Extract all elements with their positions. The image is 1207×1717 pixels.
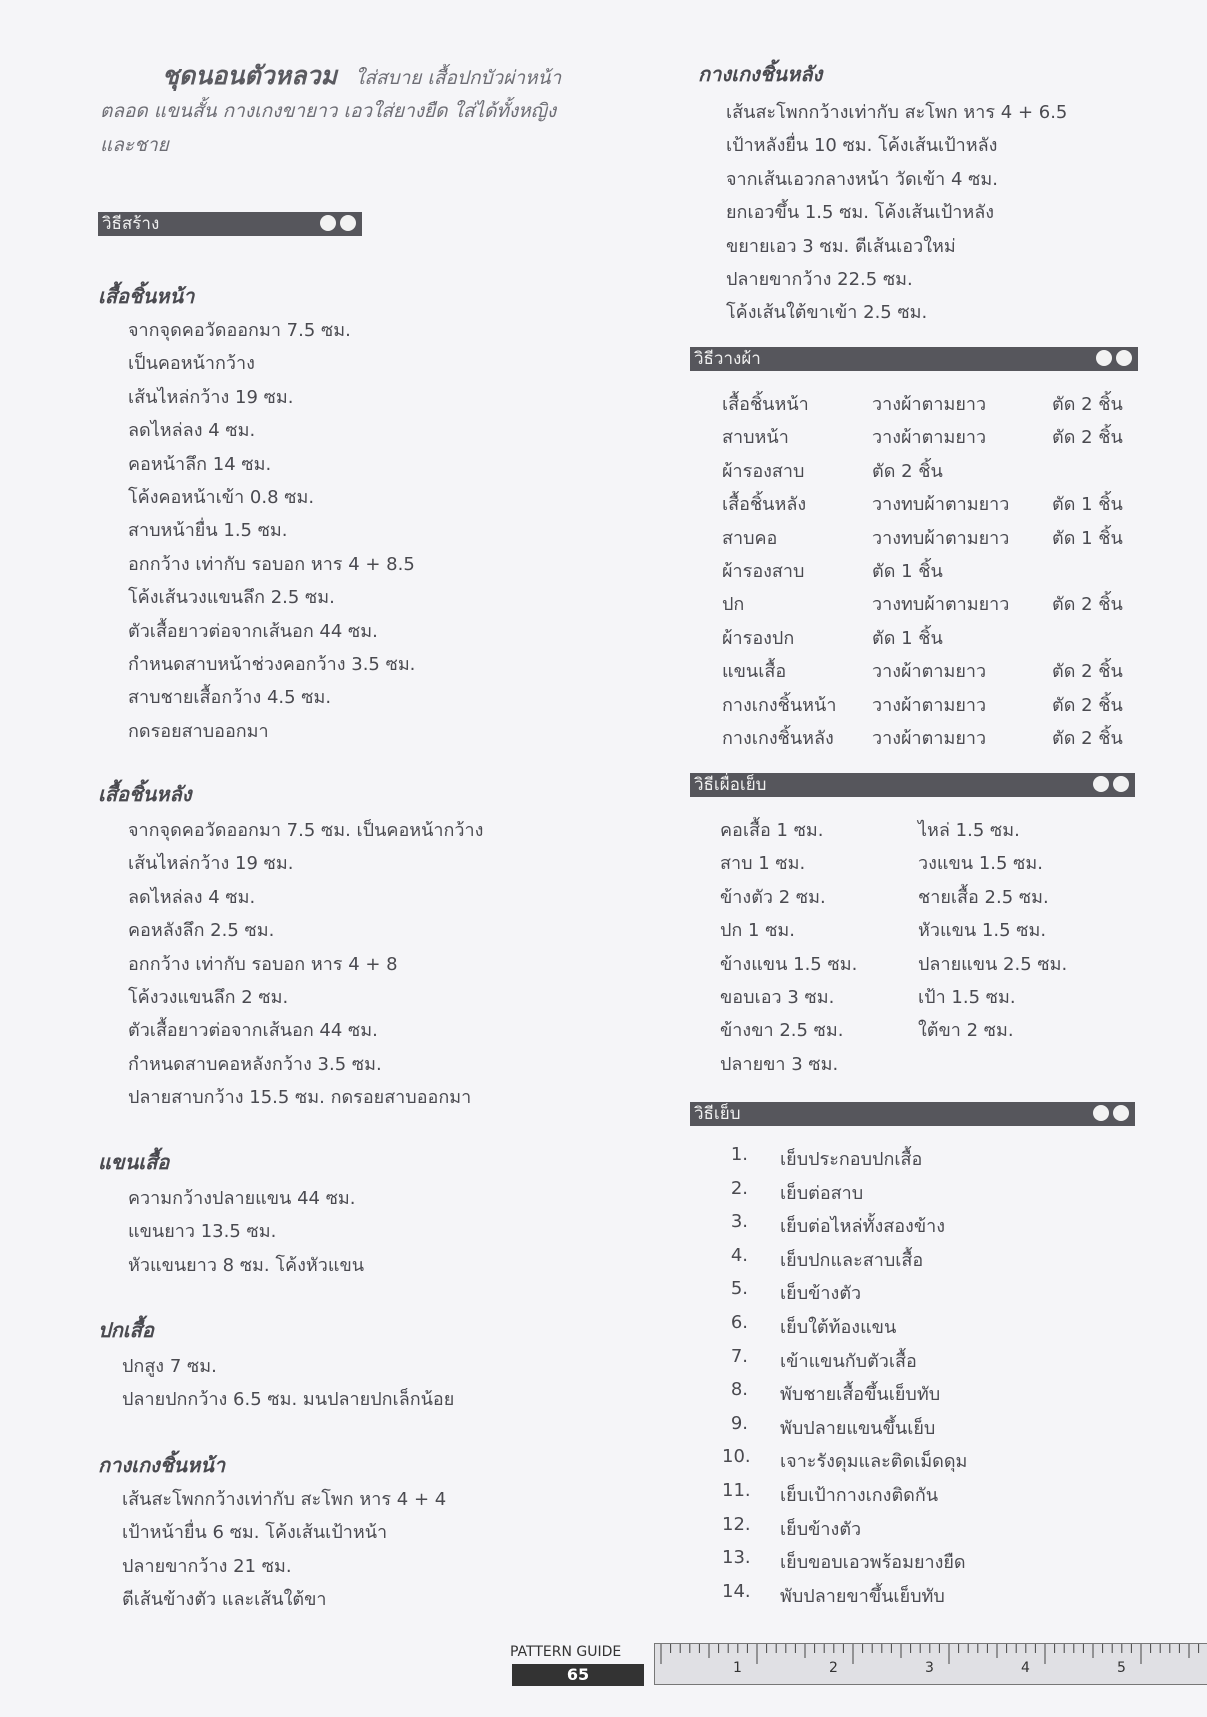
instruction-line: เส้นไหล่กว้าง 19 ซม. bbox=[128, 853, 294, 875]
instruction-line: กำหนดสาบหน้าช่วงคอกว้าง 3.5 ซม. bbox=[128, 654, 416, 675]
layout-row bbox=[722, 656, 1132, 682]
layout-row bbox=[722, 456, 1132, 482]
back-pants-heading: กางเกงชิ้นหลัง bbox=[698, 62, 823, 86]
layout-row bbox=[722, 523, 1132, 549]
step-number: 13. bbox=[722, 1547, 751, 1569]
allowance-row bbox=[720, 882, 1130, 908]
layout-bar-label: วิธีวางผ้า bbox=[694, 349, 761, 369]
piece-name: ผ้ารองสาบ bbox=[722, 561, 805, 582]
instruction-line: เส้นสะโพกกว้างเท่ากับ สะโพก หาร 4 + 6.5 bbox=[726, 102, 1068, 123]
section-marker-icon bbox=[1092, 350, 1132, 374]
cut-count: ตัด 2 ชิ้น bbox=[1052, 427, 1123, 449]
allowance-right: วงแขน 1.5 ซม. bbox=[918, 853, 1043, 875]
allowance-right: ใต้ขา 2 ซม. bbox=[918, 1020, 1014, 1042]
sleeve-heading: แขนเสื้อ bbox=[98, 1150, 170, 1174]
page-number: 65 bbox=[512, 1664, 644, 1686]
instruction-line: โค้งคอหน้าเข้า 0.8 ซม. bbox=[128, 487, 315, 508]
layout-row bbox=[722, 623, 1132, 649]
step-text: เย็บต่อสาบ bbox=[780, 1182, 864, 1204]
layout-row bbox=[722, 389, 1132, 415]
allowance-row bbox=[720, 982, 1130, 1008]
step-text: พับปลายขาขึ้นเย็บทับ bbox=[780, 1585, 945, 1607]
ruler-number: 4 bbox=[1021, 1660, 1030, 1676]
piece-name: เสื้อชิ้นหลัง bbox=[722, 494, 807, 516]
cut-count: ตัด 1 ชิ้น bbox=[1052, 494, 1123, 516]
step-text: เจาะรังดุมและติดเม็ดดุม bbox=[780, 1451, 968, 1473]
cut-count: ตัด 2 ชิ้น bbox=[1052, 594, 1123, 616]
instruction-line: จากจุดคอวัดออกมา 7.5 ซม. เป็นคอหน้ากว้าง bbox=[128, 820, 484, 841]
instruction-line: ตีเส้นข้างตัว และเส้นใต้ขา bbox=[122, 1589, 327, 1611]
piece-name: แขนเสื้อ bbox=[722, 661, 787, 683]
instruction-line: โค้งเส้นวงแขนลึก 2.5 ซม. bbox=[128, 587, 335, 609]
allowance-row bbox=[720, 949, 1130, 975]
instruction-line: หัวแขนยาว 8 ซม. โค้งหัวแขน bbox=[128, 1254, 365, 1276]
step-number: 1. bbox=[730, 1144, 748, 1165]
instruction-line: อกกว้าง เท่ากับ รอบอก หาร 4 + 8.5 bbox=[128, 553, 415, 575]
instruction-line: คอหลังลึก 2.5 ซม. bbox=[128, 920, 275, 942]
sewing-step bbox=[722, 1581, 1122, 1607]
page-title: ชุดนอนตัวหลวม bbox=[162, 61, 337, 90]
step-number: 8. bbox=[730, 1379, 748, 1401]
instruction-line: แขนยาว 13.5 ซม. bbox=[128, 1221, 277, 1243]
piece-name: เสื้อชิ้นหน้า bbox=[722, 394, 809, 415]
cut-count: ตัด 1 ชิ้น bbox=[1052, 527, 1123, 549]
instruction-line: ตัวเสื้อยาวต่อจากเส้นอก 44 ซม. bbox=[128, 620, 378, 642]
sewing-step bbox=[722, 1413, 1122, 1439]
instruction-line: อกกว้าง เท่ากับ รอบอก หาร 4 + 8 bbox=[128, 953, 398, 975]
allowance-left: คอเสื้อ 1 ซม. bbox=[720, 820, 824, 841]
allowance-left: ข้างขา 2.5 ซม. bbox=[720, 1020, 844, 1042]
instruction-line: จากจุดคอวัดออกมา 7.5 ซม. bbox=[128, 320, 351, 341]
step-text: พับปลายแขนขึ้นเย็บ bbox=[780, 1417, 936, 1439]
step-text: เย็บต่อไหล่ทั้งสองข้าง bbox=[780, 1216, 946, 1238]
step-number: 7. bbox=[730, 1345, 748, 1367]
sewing-step bbox=[722, 1144, 1122, 1170]
piece-name: กางเกงชิ้นหน้า bbox=[722, 694, 837, 716]
sewing-step bbox=[722, 1245, 1122, 1271]
step-number: 14. bbox=[722, 1580, 751, 1602]
layout-method: วางผ้าตามยาว bbox=[872, 661, 987, 683]
step-text: เย็บขอบเอวพร้อมยางยืด bbox=[780, 1552, 966, 1574]
step-text: เย็บข้างตัว bbox=[780, 1518, 862, 1540]
allowance-row bbox=[720, 1015, 1130, 1041]
instruction-line: เส้นสะโพกกว้างเท่ากับ สะโพก หาร 4 + 4 bbox=[122, 1489, 447, 1510]
construction-bar-label: วิธีสร้าง bbox=[102, 214, 160, 234]
sewing-step bbox=[722, 1278, 1122, 1304]
step-number: 11. bbox=[722, 1480, 751, 1501]
sewing-step bbox=[722, 1211, 1122, 1237]
sewing-step bbox=[722, 1346, 1122, 1372]
instruction-line: เส้นไหล่กว้าง 19 ซม. bbox=[128, 386, 294, 408]
allowance-left: ปก 1 ซม. bbox=[720, 920, 796, 942]
step-text: เข้าแขนกับตัวเสื้อ bbox=[780, 1350, 917, 1372]
step-number: 10. bbox=[722, 1446, 751, 1468]
instruction-line: เป้าหลังยื่น 10 ซม. โค้งเส้นเป้าหลัง bbox=[726, 135, 998, 157]
allowance-right: เป้า 1.5 ซม. bbox=[918, 987, 1016, 1008]
allowance-left: ข้างตัว 2 ซม. bbox=[720, 886, 826, 908]
instruction-line: ลดไหล่ลง 4 ซม. bbox=[128, 886, 256, 908]
step-number: 4. bbox=[730, 1244, 748, 1266]
instruction-line: โค้งวงแขนลึก 2 ซม. bbox=[128, 987, 289, 1008]
instruction-line: ยกเอวขึ้น 1.5 ซม. โค้งเส้นเป้าหลัง bbox=[726, 202, 995, 224]
layout-row bbox=[722, 556, 1132, 582]
layout-row bbox=[722, 422, 1132, 448]
allowance-row bbox=[720, 848, 1130, 874]
section-marker-icon bbox=[1089, 776, 1129, 800]
instruction-line: เป็นคอหน้ากว้าง bbox=[128, 353, 255, 375]
allowance-bar-label: วิธีเผื่อเย็บ bbox=[694, 775, 767, 795]
cut-count: ตัด 2 ชิ้น bbox=[1052, 394, 1123, 415]
step-text: เย็บเป้ากางเกงติดกัน bbox=[780, 1485, 939, 1506]
step-number: 2. bbox=[730, 1177, 748, 1199]
cut-count: ตัด 2 ชิ้น bbox=[1052, 728, 1123, 749]
step-number: 6. bbox=[730, 1312, 748, 1333]
layout-row bbox=[722, 723, 1132, 749]
layout-method: วางผ้าตามยาว bbox=[872, 728, 987, 749]
instruction-line: ปลายสาบกว้าง 15.5 ซม. กดรอยสาบออกมา bbox=[128, 1087, 472, 1109]
ruler-number: 3 bbox=[925, 1660, 934, 1676]
ruler-number: 1 bbox=[733, 1660, 742, 1676]
step-text: เย็บประกอบปกเสื้อ bbox=[780, 1149, 923, 1170]
layout-method: วางผ้าตามยาว bbox=[872, 427, 987, 449]
layout-row bbox=[722, 690, 1132, 716]
instruction-line: คอหน้าลึก 14 ซม. bbox=[128, 453, 272, 475]
instruction-line: เป้าหน้ายื่น 6 ซม. โค้งเส้นเป้าหน้า bbox=[122, 1522, 388, 1544]
piece-name: สาบหน้า bbox=[722, 427, 789, 449]
allowance-left: ขอบเอว 3 ซม. bbox=[720, 987, 835, 1008]
intro-line-1 bbox=[162, 56, 561, 96]
piece-name: กางเกงชิ้นหลัง bbox=[722, 728, 834, 749]
step-text: เย็บใต้ท้องแขน bbox=[780, 1317, 897, 1338]
piece-name: ผ้ารองสาบ bbox=[722, 460, 805, 482]
step-number: 5. bbox=[730, 1278, 748, 1300]
intro-line-3: และชาย bbox=[100, 134, 169, 156]
ruler-number: 5 bbox=[1117, 1660, 1126, 1676]
layout-method: วางทบผ้าตามยาว bbox=[872, 527, 1010, 549]
layout-method: ตัด 1 ชิ้น bbox=[872, 627, 943, 649]
allowance-right: ชายเสื้อ 2.5 ซม. bbox=[918, 886, 1049, 908]
piece-name: ผ้ารองปก bbox=[722, 627, 795, 649]
piece-name: ปก bbox=[722, 594, 745, 616]
collar-heading: ปกเสื้อ bbox=[98, 1318, 154, 1342]
instruction-line: ปกสูง 7 ซม. bbox=[122, 1356, 217, 1377]
step-text: เย็บปกและสาบเสื้อ bbox=[780, 1249, 924, 1271]
layout-method: ตัด 1 ชิ้น bbox=[872, 561, 943, 582]
allowance-row bbox=[720, 915, 1130, 941]
allowance-row bbox=[720, 1049, 1130, 1075]
step-number: 9. bbox=[730, 1412, 748, 1434]
instruction-line: กดรอยสาบออกมา bbox=[128, 720, 269, 742]
allowance-right: หัวแขน 1.5 ซม. bbox=[918, 920, 1047, 942]
layout-method: วางผ้าตามยาว bbox=[872, 694, 987, 716]
instruction-line: ความกว้างปลายแขน 44 ซม. bbox=[128, 1188, 356, 1209]
sewing-section-bar bbox=[690, 1102, 1135, 1126]
sewing-step bbox=[722, 1446, 1122, 1472]
ruler-graphic bbox=[654, 1643, 1207, 1685]
intro-subtitle: ใส่สบาย เสื้อปกบัวผ่าหน้า bbox=[355, 67, 562, 89]
allowance-right: ปลายแขน 2.5 ซม. bbox=[918, 953, 1068, 975]
sewing-step bbox=[722, 1379, 1122, 1405]
section-marker-icon bbox=[1089, 1105, 1129, 1129]
step-text: เย็บข้างตัว bbox=[780, 1283, 862, 1305]
sewing-step bbox=[722, 1547, 1122, 1573]
layout-method: วางทบผ้าตามยาว bbox=[872, 494, 1010, 516]
layout-method: ตัด 2 ชิ้น bbox=[872, 460, 943, 482]
layout-row bbox=[722, 489, 1132, 515]
step-number: 12. bbox=[722, 1513, 751, 1535]
layout-section-bar bbox=[690, 347, 1138, 371]
instruction-line: จากเส้นเอวกลางหน้า วัดเข้า 4 ซม. bbox=[726, 168, 998, 190]
sewing-step bbox=[722, 1312, 1122, 1338]
sewing-step bbox=[722, 1178, 1122, 1204]
back-bodice-heading: เสื้อชิ้นหลัง bbox=[98, 782, 192, 806]
allowance-section-bar bbox=[690, 773, 1135, 797]
instruction-line: ขยายเอว 3 ซม. ตีเส้นเอวใหม่ bbox=[726, 235, 956, 257]
step-number: 3. bbox=[730, 1211, 748, 1233]
cut-count: ตัด 2 ชิ้น bbox=[1052, 694, 1123, 716]
layout-method: วางผ้าตามยาว bbox=[872, 394, 987, 415]
layout-method: วางทบผ้าตามยาว bbox=[872, 594, 1010, 616]
allowance-right: ไหล่ 1.5 ซม. bbox=[918, 820, 1020, 841]
cut-count: ตัด 2 ชิ้น bbox=[1052, 661, 1123, 683]
instruction-line: ปลายปกกว้าง 6.5 ซม. มนปลายปกเล็กน้อย bbox=[122, 1389, 455, 1411]
front-pants-heading: กางเกงชิ้นหน้า bbox=[98, 1453, 226, 1477]
intro-line-2: ตลอด แขนสั้น กางเกงขายาว เอวใส่ยางยืด ใส่ได้ทั้งหญิง bbox=[100, 100, 557, 122]
sewing-step bbox=[722, 1480, 1122, 1506]
instruction-line: สาบหน้ายื่น 1.5 ซม. bbox=[128, 520, 288, 542]
footer-label: PATTERN GUIDE bbox=[510, 1644, 622, 1660]
sewing-step bbox=[722, 1514, 1122, 1540]
instruction-line: กำหนดสาบคอหลังกว้าง 3.5 ซม. bbox=[128, 1053, 382, 1075]
instruction-line: ปลายขากว้าง 21 ซม. bbox=[122, 1555, 292, 1577]
piece-name: สาบคอ bbox=[722, 527, 778, 549]
step-text: พับชายเสื้อขึ้นเย็บทับ bbox=[780, 1384, 941, 1406]
instruction-line: ปลายขากว้าง 22.5 ซม. bbox=[726, 269, 913, 290]
allowance-row bbox=[720, 815, 1130, 841]
sewing-bar-label: วิธีเย็บ bbox=[694, 1104, 741, 1124]
instruction-line: ลดไหล่ลง 4 ซม. bbox=[128, 420, 256, 442]
construction-section-bar bbox=[98, 212, 362, 236]
instruction-line: โค้งเส้นใต้ขาเข้า 2.5 ซม. bbox=[726, 302, 928, 324]
instruction-line: สาบชายเสื้อกว้าง 4.5 ซม. bbox=[128, 687, 332, 709]
ruler-svg bbox=[655, 1644, 1207, 1684]
layout-row bbox=[722, 589, 1132, 615]
ruler-number: 2 bbox=[829, 1660, 838, 1676]
instruction-line: ตัวเสื้อยาวต่อจากเส้นอก 44 ซม. bbox=[128, 1020, 378, 1042]
front-bodice-heading: เสื้อชิ้นหน้า bbox=[98, 284, 195, 308]
allowance-left: สาบ 1 ซม. bbox=[720, 853, 806, 875]
allowance-left: ข้างแขน 1.5 ซม. bbox=[720, 953, 858, 975]
section-marker-icon bbox=[316, 215, 356, 239]
allowance-left: ปลายขา 3 ซม. bbox=[720, 1053, 839, 1075]
